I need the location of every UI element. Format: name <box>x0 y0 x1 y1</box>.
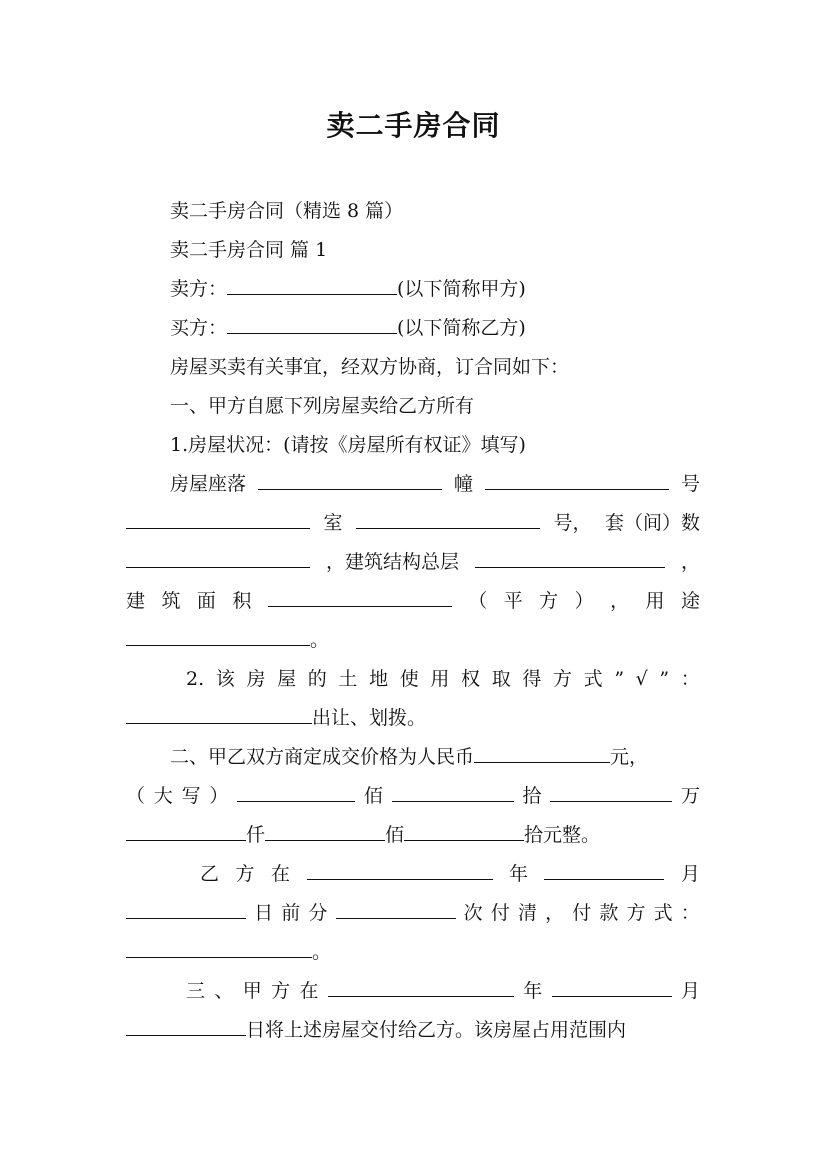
blank <box>126 547 310 568</box>
land-use-char: ” <box>659 668 670 690</box>
blank <box>336 898 456 919</box>
art3-char: 在 <box>299 980 319 1002</box>
article-1-item-1: 1.房屋状况：(请按《房屋所有权证》填写) <box>170 434 526 456</box>
land-use-char: √ <box>635 668 648 690</box>
land-use-char: 使 <box>399 668 419 690</box>
pay-char: ： <box>680 902 700 924</box>
land-use-char: 2. <box>186 668 205 690</box>
article-2-text: 二、甲乙双方商定成交价格为人民币 <box>170 746 475 768</box>
pay-char: 日 <box>254 902 274 924</box>
pay-char: 款 <box>599 902 619 924</box>
land-use-char: 式 <box>583 668 603 690</box>
daxie-char: 大 <box>153 785 173 807</box>
document-title: 卖二手房合同 <box>326 109 501 142</box>
art3-char: 、 <box>214 980 234 1002</box>
land-use-char: 权 <box>461 668 481 690</box>
sqm-char: 平 <box>503 590 523 612</box>
land-use-char: 地 <box>369 668 389 690</box>
shi-yuan-label: 拾元整。 <box>524 824 601 846</box>
daxie-char: ） <box>209 785 229 807</box>
land-use-char: 该 <box>215 668 235 690</box>
period: 。 <box>310 629 330 651</box>
blank <box>475 547 665 568</box>
house-location-label: 房屋座落 <box>170 473 247 495</box>
usage-line <box>126 625 700 655</box>
paragraph-section: 卖二手房合同 篇 1 <box>170 239 328 261</box>
price-blank <box>474 742 610 763</box>
land-use-char: 屋 <box>277 668 297 690</box>
area-char: 面 <box>196 590 216 612</box>
delivery-line <box>126 1015 700 1045</box>
article-2-line <box>170 742 700 772</box>
sqm-char: （ <box>468 590 488 612</box>
blank <box>126 820 246 841</box>
bai-label: 佰 <box>385 824 405 846</box>
pay-char: 乙 <box>200 863 220 885</box>
land-use-char: 得 <box>522 668 542 690</box>
art3-char: 三 <box>186 980 206 1002</box>
bai-label: 佰 <box>363 785 383 807</box>
yuan-label: 元， <box>610 746 649 768</box>
land-use-char: 房 <box>246 668 266 690</box>
transfer-line <box>126 703 700 733</box>
period: 。 <box>312 941 332 963</box>
year-label: 年 <box>508 863 528 885</box>
article-1-title: 一、甲方自愿下列房屋卖给乙方所有 <box>170 395 475 417</box>
land-use-char: 取 <box>491 668 511 690</box>
payment-method-blank-line <box>126 937 700 967</box>
pay-char: 付 <box>490 902 510 924</box>
area-char: 积 <box>232 590 252 612</box>
area-char: 筑 <box>161 590 181 612</box>
blank <box>126 898 246 919</box>
land-use-char: 土 <box>338 668 358 690</box>
suite-label: 套（间）数 <box>604 512 700 534</box>
seller-line <box>170 274 700 304</box>
land-use-char: ： <box>680 668 700 690</box>
pay-char: 式 <box>653 902 673 924</box>
number-label: 号， <box>553 512 592 534</box>
blank <box>485 469 669 490</box>
sqm-char: 方 <box>539 590 559 612</box>
blank <box>126 937 312 958</box>
intro-paragraph: 房屋买卖有关事宜，经双方协商，订合同如下： <box>170 356 570 378</box>
blank <box>258 469 442 490</box>
sqm-char: 用 <box>645 590 665 612</box>
blank <box>126 1015 246 1036</box>
blank <box>550 781 672 802</box>
transfer-text: 出让、划拨。 <box>312 707 427 729</box>
daxie-char: （ <box>126 785 146 807</box>
seller-blank <box>227 274 397 295</box>
area-line <box>126 586 700 616</box>
blank <box>237 781 355 802</box>
payment-method-line <box>126 898 700 928</box>
pay-char: 付 <box>572 902 592 924</box>
structure-label: ，建筑结构总层 <box>325 551 459 573</box>
land-use-char: ” <box>614 668 625 690</box>
payment-date-line <box>200 859 700 889</box>
buyer-label: 买方： <box>170 317 228 339</box>
pay-char: ， <box>545 902 565 924</box>
blank <box>265 820 385 841</box>
qian-label: 仟 <box>246 824 266 846</box>
pay-char: 在 <box>271 863 291 885</box>
building-label: 幢 <box>453 473 473 495</box>
blank <box>307 859 493 880</box>
house-location-line <box>170 469 700 499</box>
land-use-char: 的 <box>307 668 327 690</box>
pay-char: 前 <box>281 902 301 924</box>
blank <box>126 703 312 724</box>
sqm-char: ） <box>574 590 594 612</box>
pay-char: 方 <box>626 902 646 924</box>
blank <box>544 859 664 880</box>
pay-char: 方 <box>235 863 255 885</box>
area-char: 建 <box>126 590 146 612</box>
land-use-char: 方 <box>553 668 573 690</box>
wan-label: 万 <box>680 785 700 807</box>
blank <box>552 976 672 997</box>
land-use-line <box>186 664 700 694</box>
blank <box>328 976 514 997</box>
land-use-char: 用 <box>430 668 450 690</box>
daxie-char: 写 <box>181 785 201 807</box>
paragraph-heading: 卖二手房合同（精选 8 篇） <box>170 200 404 222</box>
daxie-line <box>126 781 700 811</box>
art3-char: 甲 <box>242 980 262 1002</box>
blank <box>356 508 540 529</box>
month-label: 月 <box>680 863 700 885</box>
structure-line <box>126 547 700 577</box>
buyer-note: (以下简称乙方) <box>397 317 526 339</box>
buyer-line <box>170 313 700 343</box>
room-label: 室 <box>323 512 343 534</box>
blank <box>392 781 514 802</box>
sqm-char: ， <box>610 590 630 612</box>
blank <box>404 820 524 841</box>
room-line <box>126 508 700 538</box>
delivery-text: 日将上述房屋交付给乙方。该房屋占用范围内 <box>246 1019 627 1041</box>
blank <box>268 586 452 607</box>
seller-label: 卖方： <box>170 278 228 300</box>
article-3-line <box>186 976 700 1006</box>
comma: ， <box>680 551 700 573</box>
blank <box>126 508 310 529</box>
art3-char: 方 <box>271 980 291 1002</box>
month-label: 月 <box>680 980 700 1002</box>
pay-char: 清 <box>517 902 537 924</box>
seller-note: (以下简称甲方) <box>397 278 526 300</box>
buyer-blank <box>227 313 397 334</box>
year-label: 年 <box>523 980 543 1002</box>
blank <box>126 625 310 646</box>
pay-char: 次 <box>463 902 483 924</box>
number-label: 号 <box>680 473 700 495</box>
pay-char: 分 <box>308 902 328 924</box>
amount-line <box>126 820 700 850</box>
sqm-char: 途 <box>680 590 700 612</box>
shi-label: 拾 <box>522 785 542 807</box>
